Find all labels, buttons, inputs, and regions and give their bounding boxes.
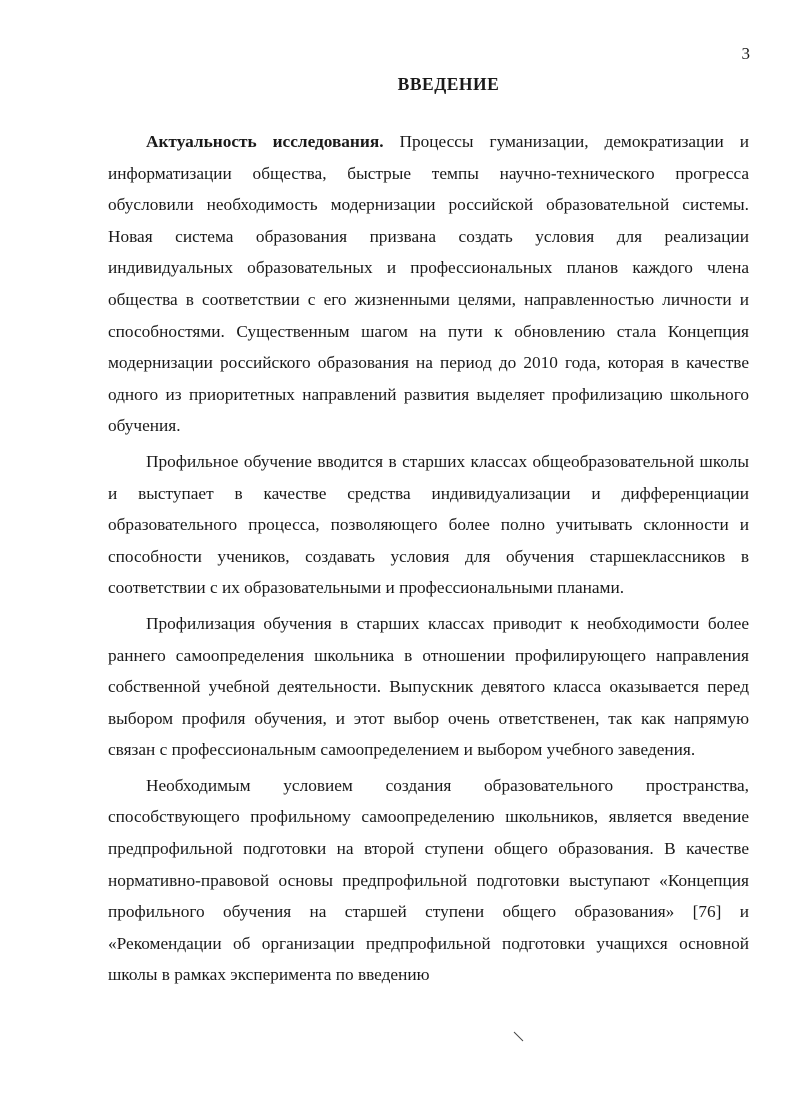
page-number: 3 bbox=[741, 44, 750, 63]
paragraph-2: Профильное обучение вводится в старших классах общеобразовательной школы и выступает в качестве средства индивидуализации и дифференциации образовательного процесса, позволяющего более полно учитывать склонности и способности учеников, создавать условия для обучения старшеклассников в соответствии с их образовательными и профессиональными планами. bbox=[108, 451, 749, 598]
page-title: ВВЕДЕНИЕ bbox=[397, 74, 500, 94]
paragraph-1 bbox=[108, 126, 749, 442]
paragraph-3: Профилизация обучения в старших классах приводит к необходимости более раннего самоопределения школьника в отношении профилирующего направления собственной учебной деятельности. Выпускник девятого класса оказывается перед выбором профиля обучения, и этот выбор очень ответственен, так как напрямую связан с профессиональным самоопределением и выбором учебного заведения. bbox=[108, 613, 749, 760]
scan-artifact-mark bbox=[512, 1030, 526, 1044]
body-text bbox=[108, 126, 749, 991]
paragraph-4: Необходимым условием создания образовательного пространства, способствующего профильному самоопределению школьников, является введение предпрофильной подготовки на второй ступени общего образования. В качестве нормативно-правовой основы предпрофильной подготовки выступают «Концепция профильного обучения на старшей ступени общего образования» [76] и «Рекомендации об организации предпрофильной подготовки учащихся основной школы в рамках эксперимента по введению bbox=[108, 775, 749, 985]
paragraph-lead: Актуальность исследования. bbox=[146, 132, 384, 151]
paragraph-text: Процессы гуманизации, демократизации и информатизации общества, быстрые темпы научно-технического прогресса обусловили необходимость модернизации российской образовательной системы. Новая система образования призвана создать условия для реализации индивидуальных образовательных и профессиональных планов каждого члена общества в соответствии с его жизненными целями, направленностью личности и способностями. Существенным шагом на пути к обновлению стала Концепция модернизации российского образования на период до 2010 года, которая в качестве одного из приоритетных направлений развития выделяет профилизацию школьного обучения. bbox=[108, 132, 749, 436]
